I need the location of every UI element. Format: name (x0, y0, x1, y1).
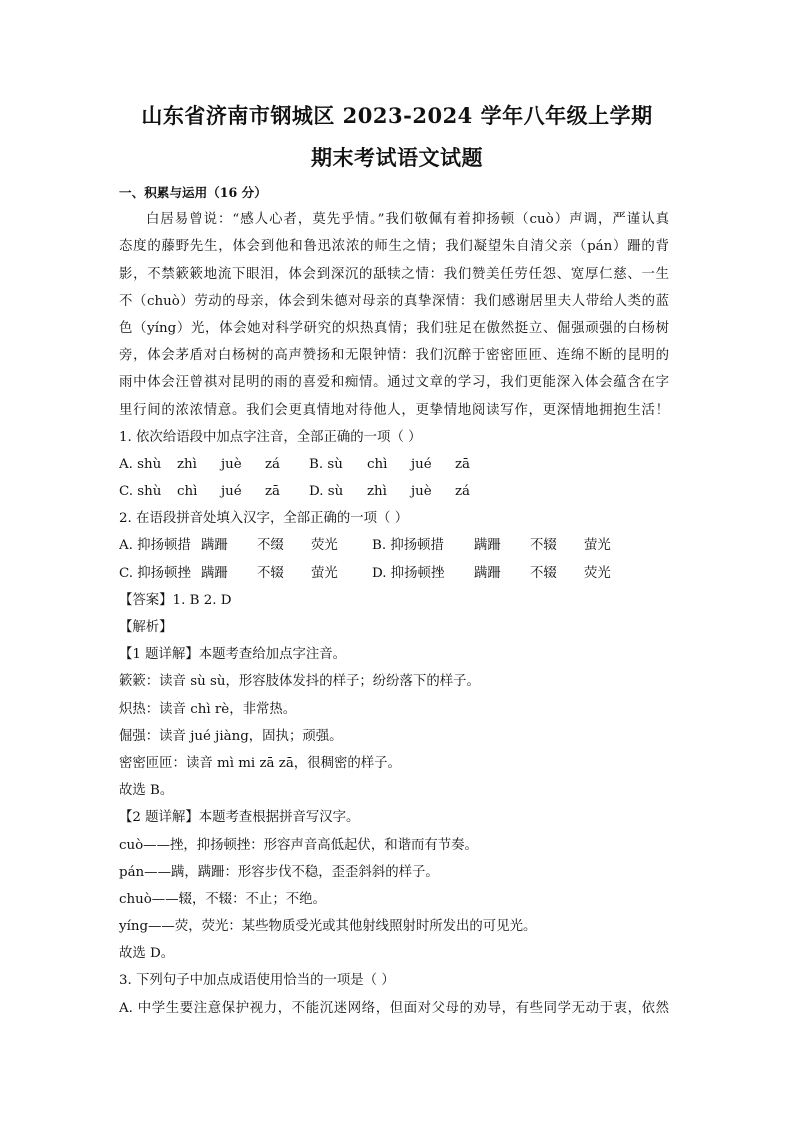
option-c-item: 蹒跚 (201, 565, 228, 581)
question-2: 2. 在语段拼音处填入汉字，全部正确的一项（ ） (119, 511, 409, 527)
option-d-item: juè (411, 484, 432, 500)
question-1-options-row (119, 478, 669, 505)
option-d-item: 荧光 (584, 565, 611, 581)
question-1-options-row (119, 451, 669, 478)
question-2-options-row (119, 560, 669, 587)
explanation-line: 密密匝匝：读音 mì mi zā zā，很稠密的样子。 (119, 755, 401, 771)
explanation-line: 故选 D。 (119, 946, 175, 962)
passage-line: 不（chuò）劳动的母亲，体会到朱德对母亲的真挚深情：我们感谢居里夫人带给人类的蓝 (119, 293, 669, 309)
option-c: C. 抑扬顿挫 (119, 565, 191, 581)
option-d: D. sù (309, 484, 344, 500)
section-heading: 一、积累与运用（16 分） (119, 185, 267, 200)
explanation-line: pán——蹒，蹒跚：形容步伐不稳，歪歪斜斜的样子。 (119, 864, 439, 880)
option-c: C. shù (119, 484, 162, 500)
option-a: A. 抑扬顿措 (119, 538, 191, 554)
option-b-item: jué (411, 456, 432, 472)
option-d-item: 蹒跚 (474, 565, 501, 581)
option-a-item: 不缀 (257, 538, 284, 554)
passage-line: 影，不禁簌簌地流下眼泪，体会到深沉的舐犊之情：我们赞美任劳任怨、宽厚仁慈、一生 (119, 266, 669, 282)
explanation-line: yíng——荧，荧光：某些物质受光或其他射线照射时所发出的可见光。 (119, 919, 537, 935)
question-3-option-a: A. 中学生要注意保护视力，不能沉迷网络，但面对父母的劝导，有些同学无动于衷，依然 (119, 1000, 669, 1016)
explanation-line: chuò——辍，不辍：不止；不绝。 (119, 891, 326, 907)
explanation-line: 炽热：读音 chì rè，非常热。 (119, 701, 297, 717)
passage-line: 旁，体会茅盾对白杨树的高声赞扬和无限钟情：我们沉醉于密密匝匝、连绵不断的昆明的 (119, 348, 669, 364)
option-b-item: zā (455, 456, 471, 472)
option-d: D. 抑扬顿挫 (372, 565, 445, 581)
question-1: 1. 依次给语段中加点字注音，全部正确的一项（ ） (119, 429, 422, 445)
option-c-item: 不辍 (257, 565, 284, 581)
explanation-line: cuò——挫，抑扬顿挫：形容声音高低起伏，和谐而有节奏。 (119, 837, 478, 853)
option-d-item: 不辍 (530, 565, 557, 581)
passage-line: 白居易曾说：“感人心者，莫先乎情。”我们敬佩有着抑扬顿（cuò）声调，严谨认真 (146, 212, 669, 228)
explanation-line: 簌簌：读音 sù sù，形容肢体发抖的样子；纷纷落下的样子。 (119, 674, 480, 690)
passage-line: 里行间的浓浓情意。我们会更真情地对待他人，更挚情地阅读写作，更深情地拥抱生活！ (119, 402, 669, 418)
option-a-item: juè (221, 456, 242, 472)
option-b: B. sù (309, 456, 343, 472)
document-body (119, 179, 669, 1022)
option-b-item: 蹒跚 (474, 538, 501, 554)
option-a: A. shù (119, 456, 162, 472)
option-a-item: zhì (177, 456, 197, 472)
answer-line: 【答案】1. B 2. D (119, 592, 232, 608)
option-a-item: 荧光 (311, 538, 338, 554)
question-1-detail-heading: 【1 题详解】本题考查给加点字注音。 (119, 647, 347, 663)
option-c-item: 萤光 (311, 565, 338, 581)
option-a-item: 蹒跚 (201, 538, 228, 554)
passage-line: 态度的藤野先生，体会到他和鲁迅浓浓的师生之情；我们凝望朱自清父亲（pán）跚的背 (119, 239, 669, 255)
option-c-item: chì (177, 484, 198, 500)
analysis-heading: 【解析】 (119, 620, 173, 635)
option-b-item: 萤光 (584, 538, 611, 554)
option-b-item: chì (367, 456, 388, 472)
option-b-item: 不辍 (530, 538, 557, 554)
option-d-item: zhì (367, 484, 387, 500)
document-title-line1: 山东省济南市钢城区 2023-2024 学年八年级上学期 (141, 103, 653, 128)
option-c-item: jué (221, 484, 242, 500)
option-c-item: zā (265, 484, 281, 500)
document-title-line2: 期末考试语文试题 (311, 145, 483, 170)
question-2-options-row (119, 532, 669, 559)
passage-line: 色（yíng）光，体会她对科学研究的炽热真情；我们驻足在傲然挺立、倔强顽强的白杨树 (119, 320, 669, 336)
option-d-item: zá (455, 484, 471, 500)
option-a-item: zá (265, 456, 281, 472)
option-b: B. 抑扬顿措 (372, 538, 444, 554)
question-2-detail-heading: 【2 题详解】本题考查根据拼音写汉字。 (119, 810, 360, 826)
explanation-line: 倔强：读音 jué jiàng，固执；顽强。 (119, 728, 343, 744)
question-3: 3. 下列句子中加点成语使用恰当的一项是（ ） (119, 973, 395, 989)
explanation-line: 故选 B。 (119, 783, 174, 799)
passage-line: 雨中体会汪曾祺对昆明的雨的喜爱和痴情。通过文章的学习，我们更能深入体会蕴含在字 (119, 375, 669, 391)
